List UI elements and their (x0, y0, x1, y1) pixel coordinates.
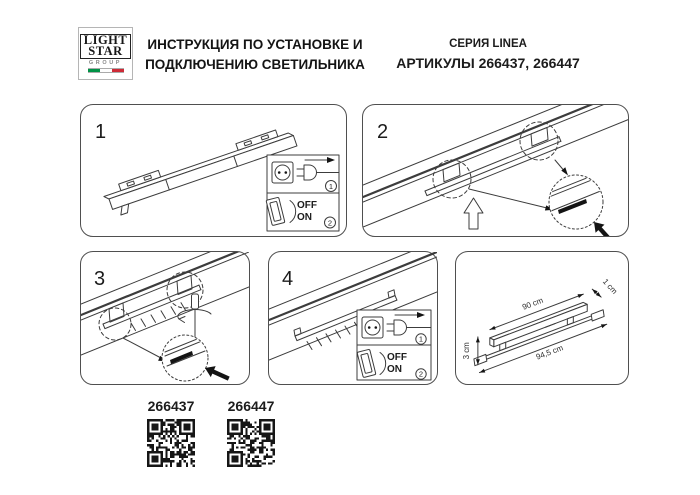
socket-icon (272, 162, 293, 183)
socket-icon (362, 317, 383, 338)
up-arrow-icon (464, 198, 483, 229)
detail-circle (162, 335, 231, 384)
step-3-number: 3 (94, 268, 106, 290)
step-4-drawing (269, 252, 437, 384)
italian-flag-icon (88, 68, 124, 73)
step-2-panel (362, 104, 629, 237)
inset-step-1: 1 (418, 334, 424, 344)
logo-word-group: GROUP (88, 60, 123, 67)
dimension-1cm-label: 1 cm (600, 277, 620, 296)
on-label: ON (387, 364, 402, 375)
inset-step-2: 2 (327, 218, 333, 228)
title-line-1: ИНСТРУКЦИЯ ПО УСТАНОВКЕ И (147, 37, 363, 52)
logo-word-star: STAR (88, 44, 123, 59)
qr-code-266437 (147, 419, 195, 467)
step-1-number: 1 (95, 121, 107, 143)
step-1-panel (80, 104, 347, 237)
inset-step-1: 1 (328, 181, 334, 191)
power-steps-inset (266, 155, 339, 231)
series-name: СЕРИЯ LINEA (449, 38, 527, 50)
title-line-2: ПОДКЛЮЧЕНИЮ СВЕТИЛЬНИКА (145, 56, 365, 72)
logo-word-light: LIGHT (83, 32, 128, 47)
dimension-3cm-label: 3 cm (461, 342, 471, 360)
detail-circle (549, 172, 616, 237)
dimension-3cm (462, 337, 480, 365)
step-3-panel (80, 251, 250, 385)
ceiling-track (81, 252, 249, 355)
off-label: OFF (387, 352, 407, 363)
step-4-number: 4 (282, 268, 294, 290)
power-steps-inset (357, 310, 431, 380)
dimension-1cm (591, 277, 619, 299)
step-2-number: 2 (377, 121, 389, 143)
series-block (390, 38, 586, 71)
dimension-90cm-label: 90 cm (520, 295, 545, 312)
pointer-arrows (123, 338, 167, 361)
lightstar-logo (78, 27, 133, 80)
articles-label: АРТИКУЛЫ 266437, 266447 (396, 55, 580, 71)
step-1-drawing (81, 105, 346, 236)
dimensions-drawing (456, 252, 628, 384)
dimension-94-5cm-label: 94,5 cm (534, 343, 565, 362)
push-arrow-icon (203, 363, 232, 384)
on-label: ON (297, 212, 312, 223)
step-3-drawing (81, 252, 249, 384)
inset-step-2: 2 (418, 369, 424, 379)
fixture-on-track (103, 275, 201, 330)
dimensions-panel (455, 251, 629, 385)
qr-label-266447: 266447 (227, 398, 275, 414)
logo-frame (80, 34, 132, 59)
step-2-drawing (363, 105, 628, 236)
dimension-94-5cm (479, 322, 608, 374)
qr-label-266437: 266437 (147, 398, 195, 414)
step-4-panel (268, 251, 438, 385)
page-title (128, 35, 382, 74)
qr-code-266447 (227, 419, 275, 467)
off-label: OFF (297, 200, 317, 211)
